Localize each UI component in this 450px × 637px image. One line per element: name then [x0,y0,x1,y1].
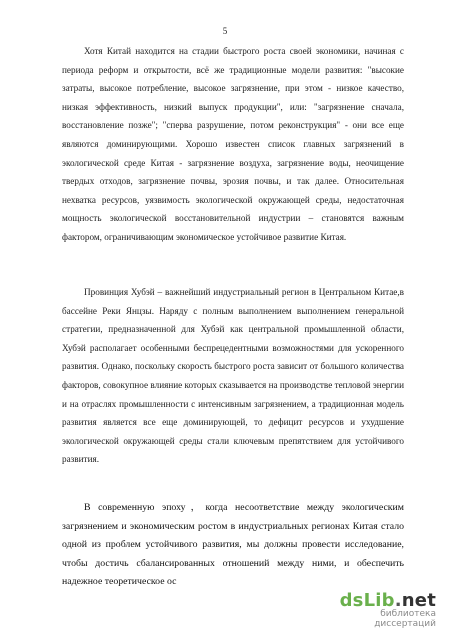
dslib-watermark [316,590,436,629]
paragraph-text: Хотя Китай находится на стадии быстрого роста своей экономики, начиная с периода реформ и открытости, всё же традиционные модели развития: "высокие затраты, высокое потребление, высокое загрязнение, при этом - низкое качество, низкая эффективность, низкий выпуск продукции", или: "загрязнение сначала, восстановление позже"; "сперва разрушение, потом реконструкция" - они все еще являются доминирующими. Хорошо известен список главных загрязнений в экологической среде Китая - загрязнение воздуха, загрязнение воды, неочищение твердых отходов, загрязнение почвы, эрозия почвы, и так далее. Относительная нехватка ресурсов, уязвимость экологической окружающей среды, недостаточная мощность экологической восстановительной индустрии – становятся важным фактором, ограничивающим экономическое устойчивое развитие Китая. [62,46,404,242]
watermark-logo-main: dsLib [339,590,395,611]
paragraph-text: В современную эпоху，когда несоответствие между экологическим загрязнением и экономическим ростом в индустриальных регионах Китая стало одной из проблем устойчивого развития, мы должны провести исследование, чтобы достичь сбалансированных отношений между ними, и обеспечить надежное теоретическое ос [62,502,404,588]
paragraph-1 [62,42,404,247]
watermark-logo-tld: net [401,590,436,611]
page-number: 5 [222,26,228,36]
paragraph-text: Провинция Хубэй – важнейший индустриальный регион в Центральном Китае,в бассейне Реки Янцзы. Наряду с полным выполнением выполнением генеральной стратегии, предназначенной для Хубэй как центральной промышленной области, Хубэй располагает особенными беспрецедентными возможностями для ускоренного развития. Однако, поскольку скорость быстрого роста зависит от большого количества факторов, совокупное влияние которых сказывается на производстве тепловой энергии и на отраслях промышленности с интенсивным загрязнением, а традиционная модель развития является все еще доминирующей, то дефицит ресурсов и ухудшение экологической окружающей среды стали ключевым препятствием для устойчивого развития. [62,287,404,465]
watermark-logo-dot: . [394,590,402,611]
watermark-logo [316,590,436,611]
paragraph-3 [62,499,404,592]
paragraph-2 [62,283,404,469]
watermark-caption: библиотека диссертаций [374,609,436,629]
